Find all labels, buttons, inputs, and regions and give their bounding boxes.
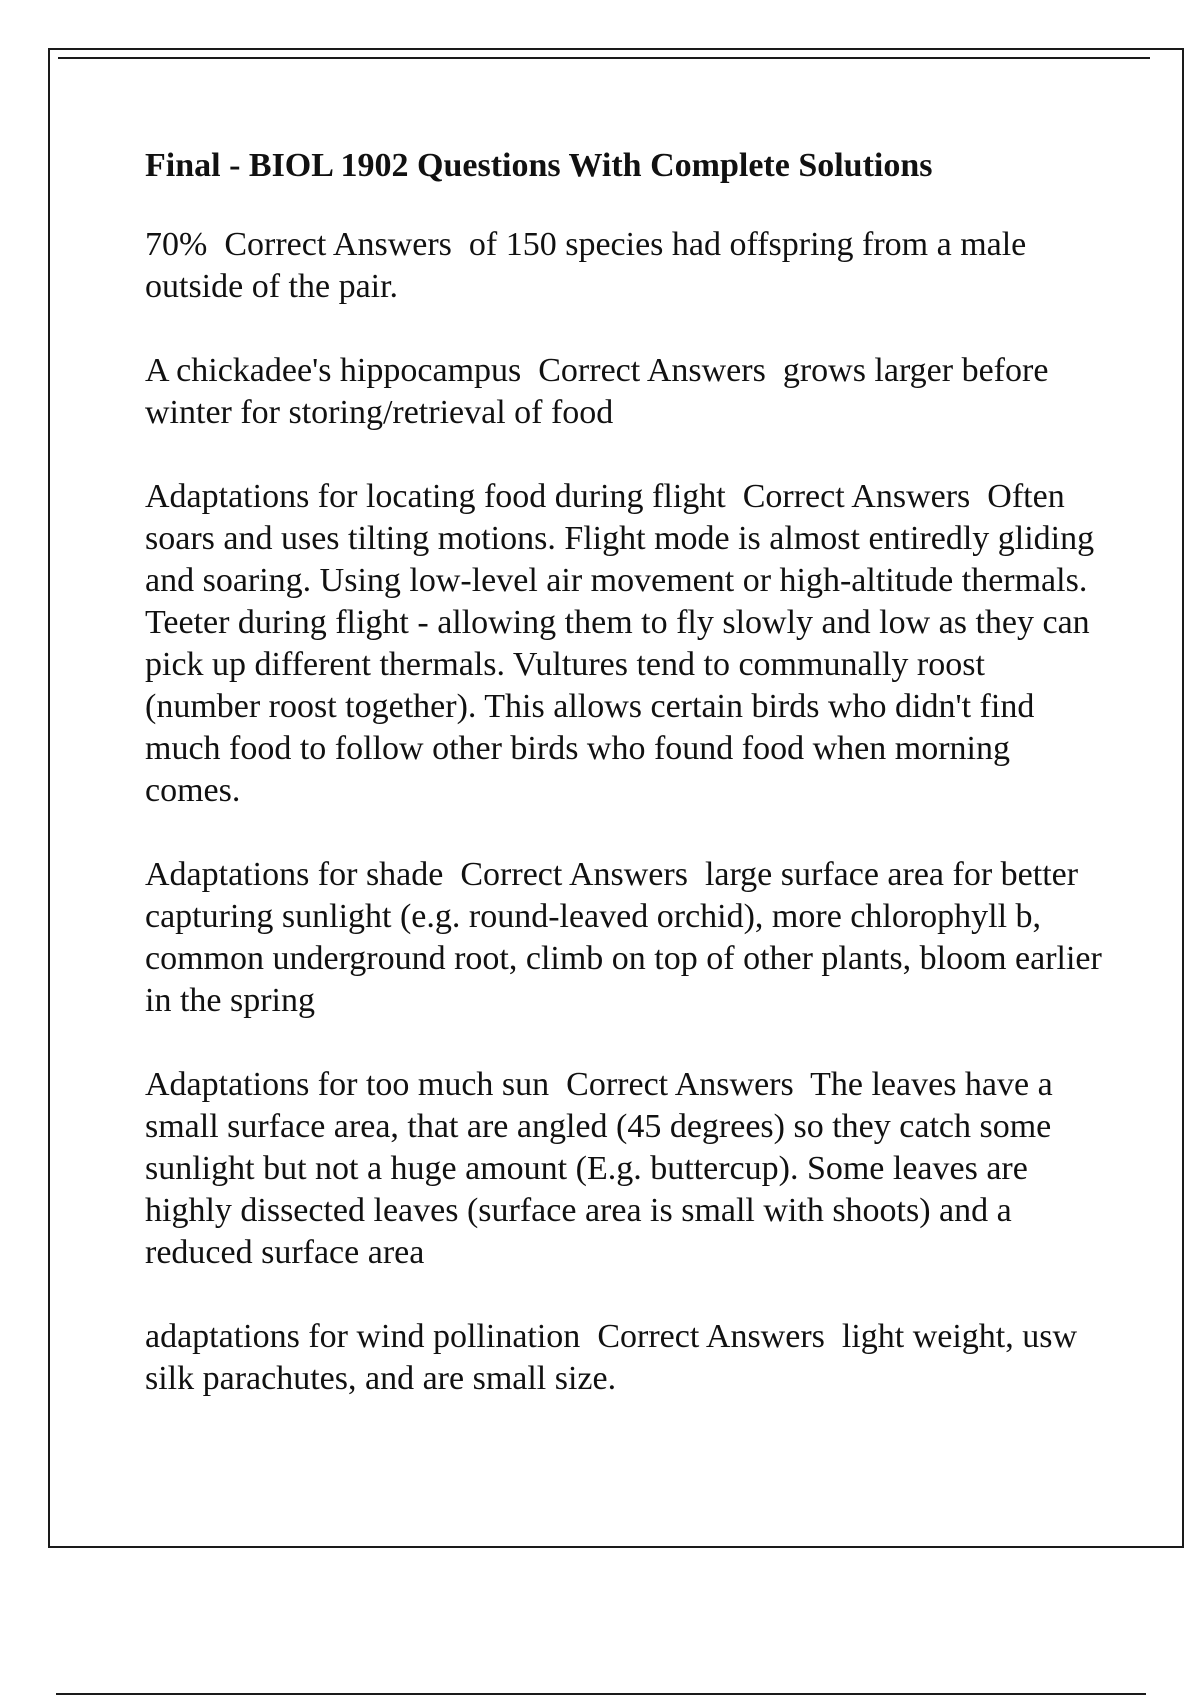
qa-entry: [145, 350, 1105, 434]
qa-entry: [145, 1064, 1105, 1274]
question-text: 70%: [145, 226, 208, 263]
answer-text: Often soars and uses tilting motions. Flight mode is almost entiredly gliding and soaring. Using low-level air movement or high-altitude thermals. Teeter during flight - allowing them to fly slowly and low as they can pick up different thermals. Vultures tend to communally roost (number roost together). This allows certain birds who didn't find much food to follow other birds who found food when morning comes.: [145, 478, 1095, 809]
question-text: Adaptations for too much sun: [145, 1066, 550, 1103]
qa-entry: [145, 1316, 1105, 1400]
qa-entry: [145, 476, 1105, 812]
answer-text: The leaves have a small surface area, that are angled (45 degrees) so they catch some sunlight but not a huge amount (E.g. buttercup). Some leaves are highly dissected leaves (surface area is small with shoots) and a reduced surface area: [145, 1066, 1053, 1271]
answer-text: light weight, usw silk parachutes, and are small size.: [145, 1318, 1078, 1397]
question-text: Adaptations for locating food during flight: [145, 478, 726, 515]
footer-rule: [56, 1693, 1146, 1695]
answer-text: of 150 species had offspring from a male outside of the pair.: [145, 226, 1027, 305]
answer-text: large surface area for better capturing sunlight (e.g. round-leaved orchid), more chlorophyll b, common underground root, climb on top of other plants, bloom earlier in the spring: [145, 856, 1102, 1019]
correct-answers-label: Correct Answers: [460, 856, 688, 893]
correct-answers-label: Correct Answers: [742, 478, 971, 515]
document-body: [145, 145, 1105, 1442]
qa-entry: [145, 224, 1105, 308]
question-text: A chickadee's hippocampus: [145, 352, 522, 389]
answer-text: grows larger before winter for storing/retrieval of food: [145, 352, 1049, 431]
correct-answers-label: Correct Answers: [566, 1066, 794, 1103]
top-rule: [58, 57, 1150, 59]
correct-answers-label: Correct Answers: [538, 352, 766, 389]
question-text: adaptations for wind pollination: [145, 1318, 581, 1355]
qa-entry: [145, 854, 1105, 1022]
document-title: Final - BIOL 1902 Questions With Complete Solutions: [145, 147, 933, 184]
correct-answers-label: Correct Answers: [224, 226, 452, 263]
correct-answers-label: Correct Answers: [597, 1318, 825, 1355]
question-text: Adaptations for shade: [145, 856, 444, 893]
